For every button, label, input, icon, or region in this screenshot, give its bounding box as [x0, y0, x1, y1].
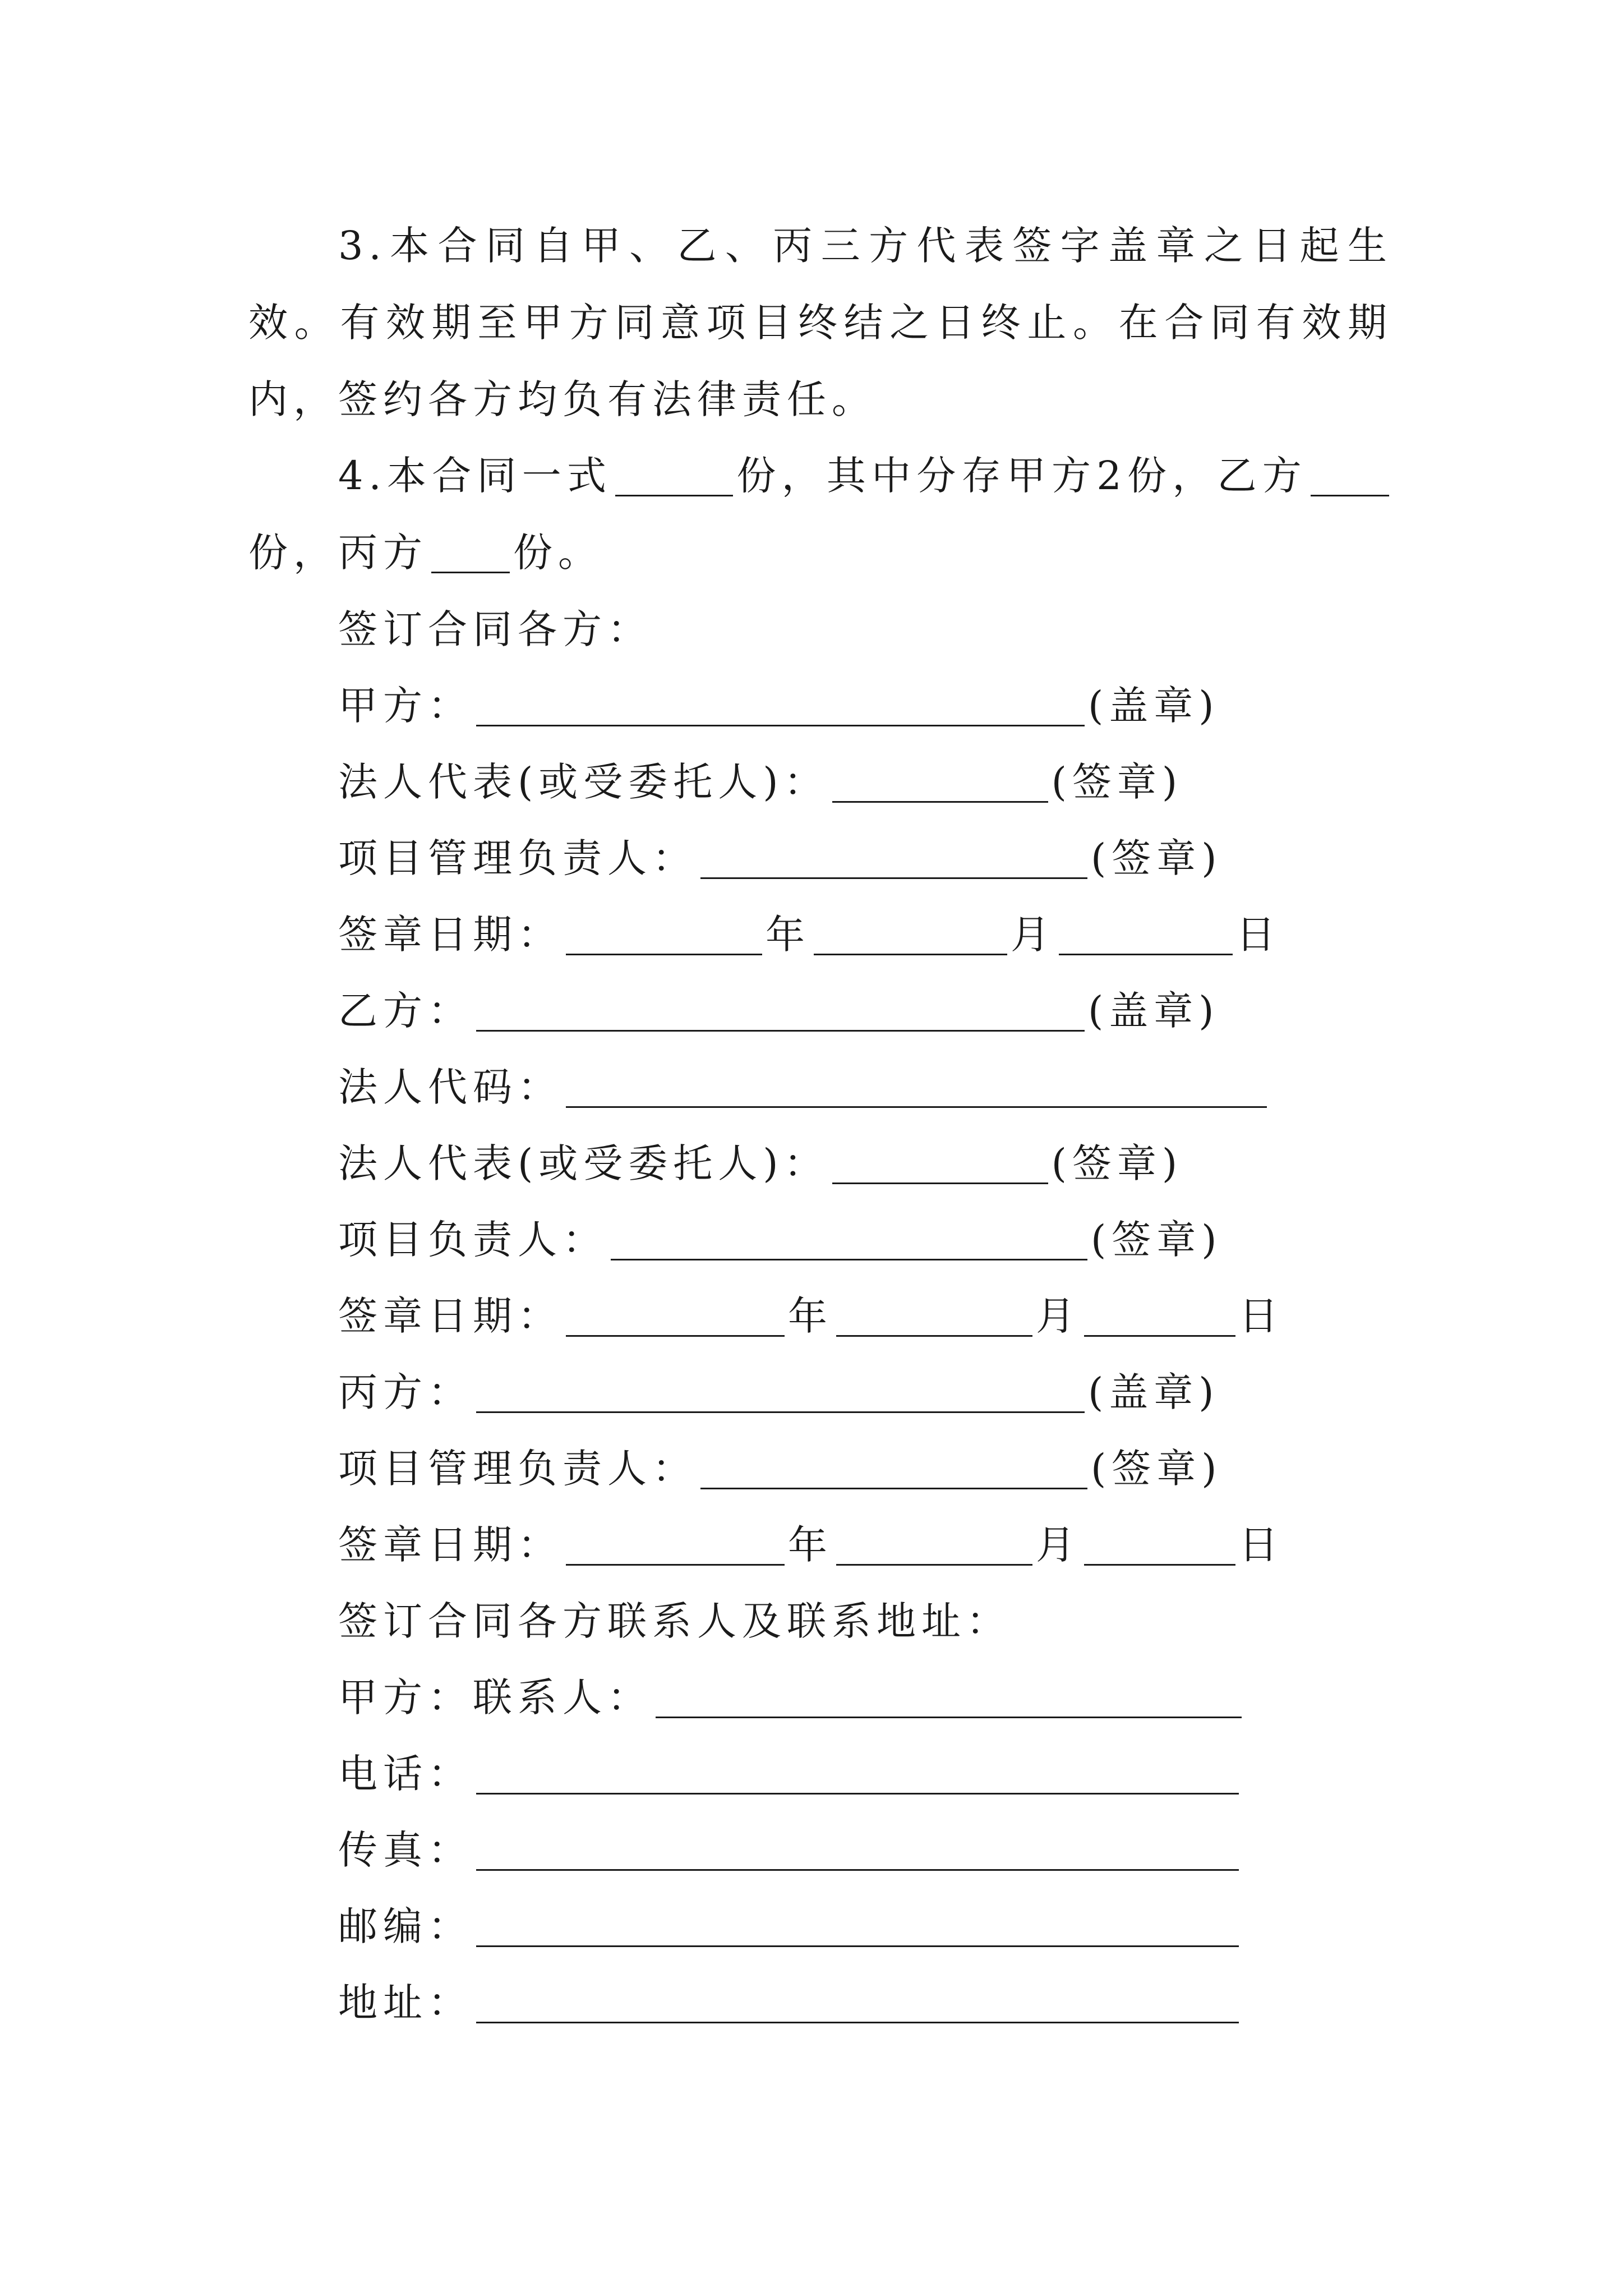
address-row	[338, 1964, 1242, 2041]
party-b-day: 日	[1239, 1293, 1284, 1339]
party-a-pm-label: 项目管理负责人：	[338, 835, 697, 881]
party-c-row	[338, 1354, 1220, 1431]
party-a-row	[338, 668, 1220, 744]
party-c-day-blank[interactable]	[1084, 1519, 1235, 1566]
copies-total-blank[interactable]	[615, 450, 733, 496]
party-a-month: 月	[1011, 912, 1055, 958]
party-a-legal-rep-label: 法人代表(或受委托人)：	[338, 759, 829, 805]
party-a-legal-rep-blank[interactable]	[832, 756, 1048, 803]
party-c-year-blank[interactable]	[566, 1519, 785, 1566]
party-a-month-blank[interactable]	[814, 909, 1007, 955]
phone-blank[interactable]	[476, 1748, 1239, 1795]
party-b-row	[338, 973, 1220, 1050]
party-c-pm-sign: (签章)	[1091, 1446, 1223, 1492]
fax-row	[338, 1812, 1242, 1889]
party-a-year-blank[interactable]	[566, 909, 762, 955]
party-b-day-blank[interactable]	[1084, 1290, 1235, 1337]
party-b-legal-rep-blank[interactable]	[832, 1138, 1048, 1184]
party-a-pm-blank[interactable]	[700, 832, 1087, 879]
party-c-date-label: 签章日期：	[338, 1522, 562, 1568]
clause-3: 3.本合同自甲、乙、丙三方代表签字盖章之日起生效。有效期至甲方同意项目终结之日终止。在合同有效期内，签约各方均负有法律责任。	[248, 223, 1393, 422]
postcode-blank[interactable]	[476, 1901, 1239, 1947]
party-c-seal: (盖章)	[1088, 1369, 1220, 1415]
clause-4-part-a: 4.本合同一式	[338, 453, 612, 499]
party-a-pm-sign: (签章)	[1091, 835, 1223, 881]
party-b-blank[interactable]	[476, 985, 1085, 1032]
contact-person-label: 甲方：联系人：	[338, 1674, 652, 1720]
clause-4	[248, 438, 1393, 591]
postcode-row	[338, 1888, 1242, 1965]
address-blank[interactable]	[476, 1977, 1239, 2023]
party-c-pm-blank[interactable]	[700, 1443, 1087, 1489]
party-a-pm-row	[338, 820, 1223, 897]
party-a-day: 日	[1236, 912, 1281, 958]
party-c-month: 月	[1036, 1522, 1081, 1568]
party-b-year: 年	[788, 1293, 833, 1339]
party-b-label: 乙方：	[338, 988, 473, 1034]
party-c-year: 年	[788, 1522, 833, 1568]
party-c-label: 丙方：	[338, 1369, 473, 1415]
party-b-month: 月	[1036, 1293, 1081, 1339]
party-b-legal-code-blank[interactable]	[566, 1061, 1267, 1108]
party-b-legal-code-row	[338, 1049, 1270, 1126]
clause-4-part-b: 份，其中分存甲方2份，乙方	[736, 453, 1307, 499]
party-b-legal-rep-label: 法人代表(或受委托人)：	[338, 1140, 829, 1186]
party-b-pm-row	[338, 1202, 1223, 1278]
copies-party-c-blank[interactable]	[431, 527, 510, 573]
fax-blank[interactable]	[476, 1824, 1239, 1871]
party-b-seal: (盖章)	[1088, 988, 1220, 1034]
clause-4-part-d: 份。	[513, 530, 603, 576]
clause-4-part-c: 份，丙方	[248, 530, 428, 576]
party-b-year-blank[interactable]	[566, 1290, 785, 1337]
party-c-pm-label: 项目管理负责人：	[338, 1446, 697, 1492]
party-a-year: 年	[766, 912, 810, 958]
copies-party-b-blank[interactable]	[1311, 450, 1389, 496]
contact-person-blank[interactable]	[656, 1672, 1242, 1718]
party-a-day-blank[interactable]	[1059, 909, 1233, 955]
party-b-date-row	[338, 1278, 1284, 1355]
party-b-legal-rep-sign: (签章)	[1051, 1140, 1183, 1186]
party-b-date-label: 签章日期：	[338, 1293, 562, 1339]
party-a-date-row	[338, 896, 1281, 973]
party-c-day: 日	[1239, 1522, 1284, 1568]
party-c-month-blank[interactable]	[836, 1519, 1032, 1566]
phone-label: 电话：	[338, 1751, 473, 1797]
party-b-pm-label: 项目负责人：	[338, 1217, 607, 1263]
party-b-pm-sign: (签章)	[1091, 1217, 1223, 1263]
phone-row	[338, 1736, 1242, 1812]
postcode-label: 邮编：	[338, 1903, 473, 1949]
party-c-blank[interactable]	[476, 1366, 1085, 1413]
fax-label: 传真：	[338, 1827, 473, 1873]
party-a-label: 甲方：	[338, 683, 473, 729]
contacts-title: 签订合同各方联系人及联系地址：	[338, 1598, 1011, 1644]
party-a-seal: (盖章)	[1088, 683, 1220, 729]
signing-parties-title: 签订合同各方：	[338, 606, 652, 652]
party-b-legal-code-label: 法人代码：	[338, 1064, 562, 1110]
party-a-legal-rep-sign: (签章)	[1051, 759, 1183, 805]
party-b-pm-blank[interactable]	[611, 1214, 1087, 1260]
contact-person-row	[338, 1659, 1245, 1736]
party-b-legal-rep-row	[338, 1125, 1183, 1202]
party-a-date-label: 签章日期：	[338, 912, 562, 958]
party-a-blank[interactable]	[476, 680, 1085, 726]
party-b-month-blank[interactable]	[836, 1290, 1032, 1337]
party-c-pm-row	[338, 1430, 1223, 1507]
party-c-date-row	[338, 1507, 1284, 1584]
party-a-legal-rep-row	[338, 744, 1183, 821]
address-label: 地址：	[338, 1980, 473, 2026]
